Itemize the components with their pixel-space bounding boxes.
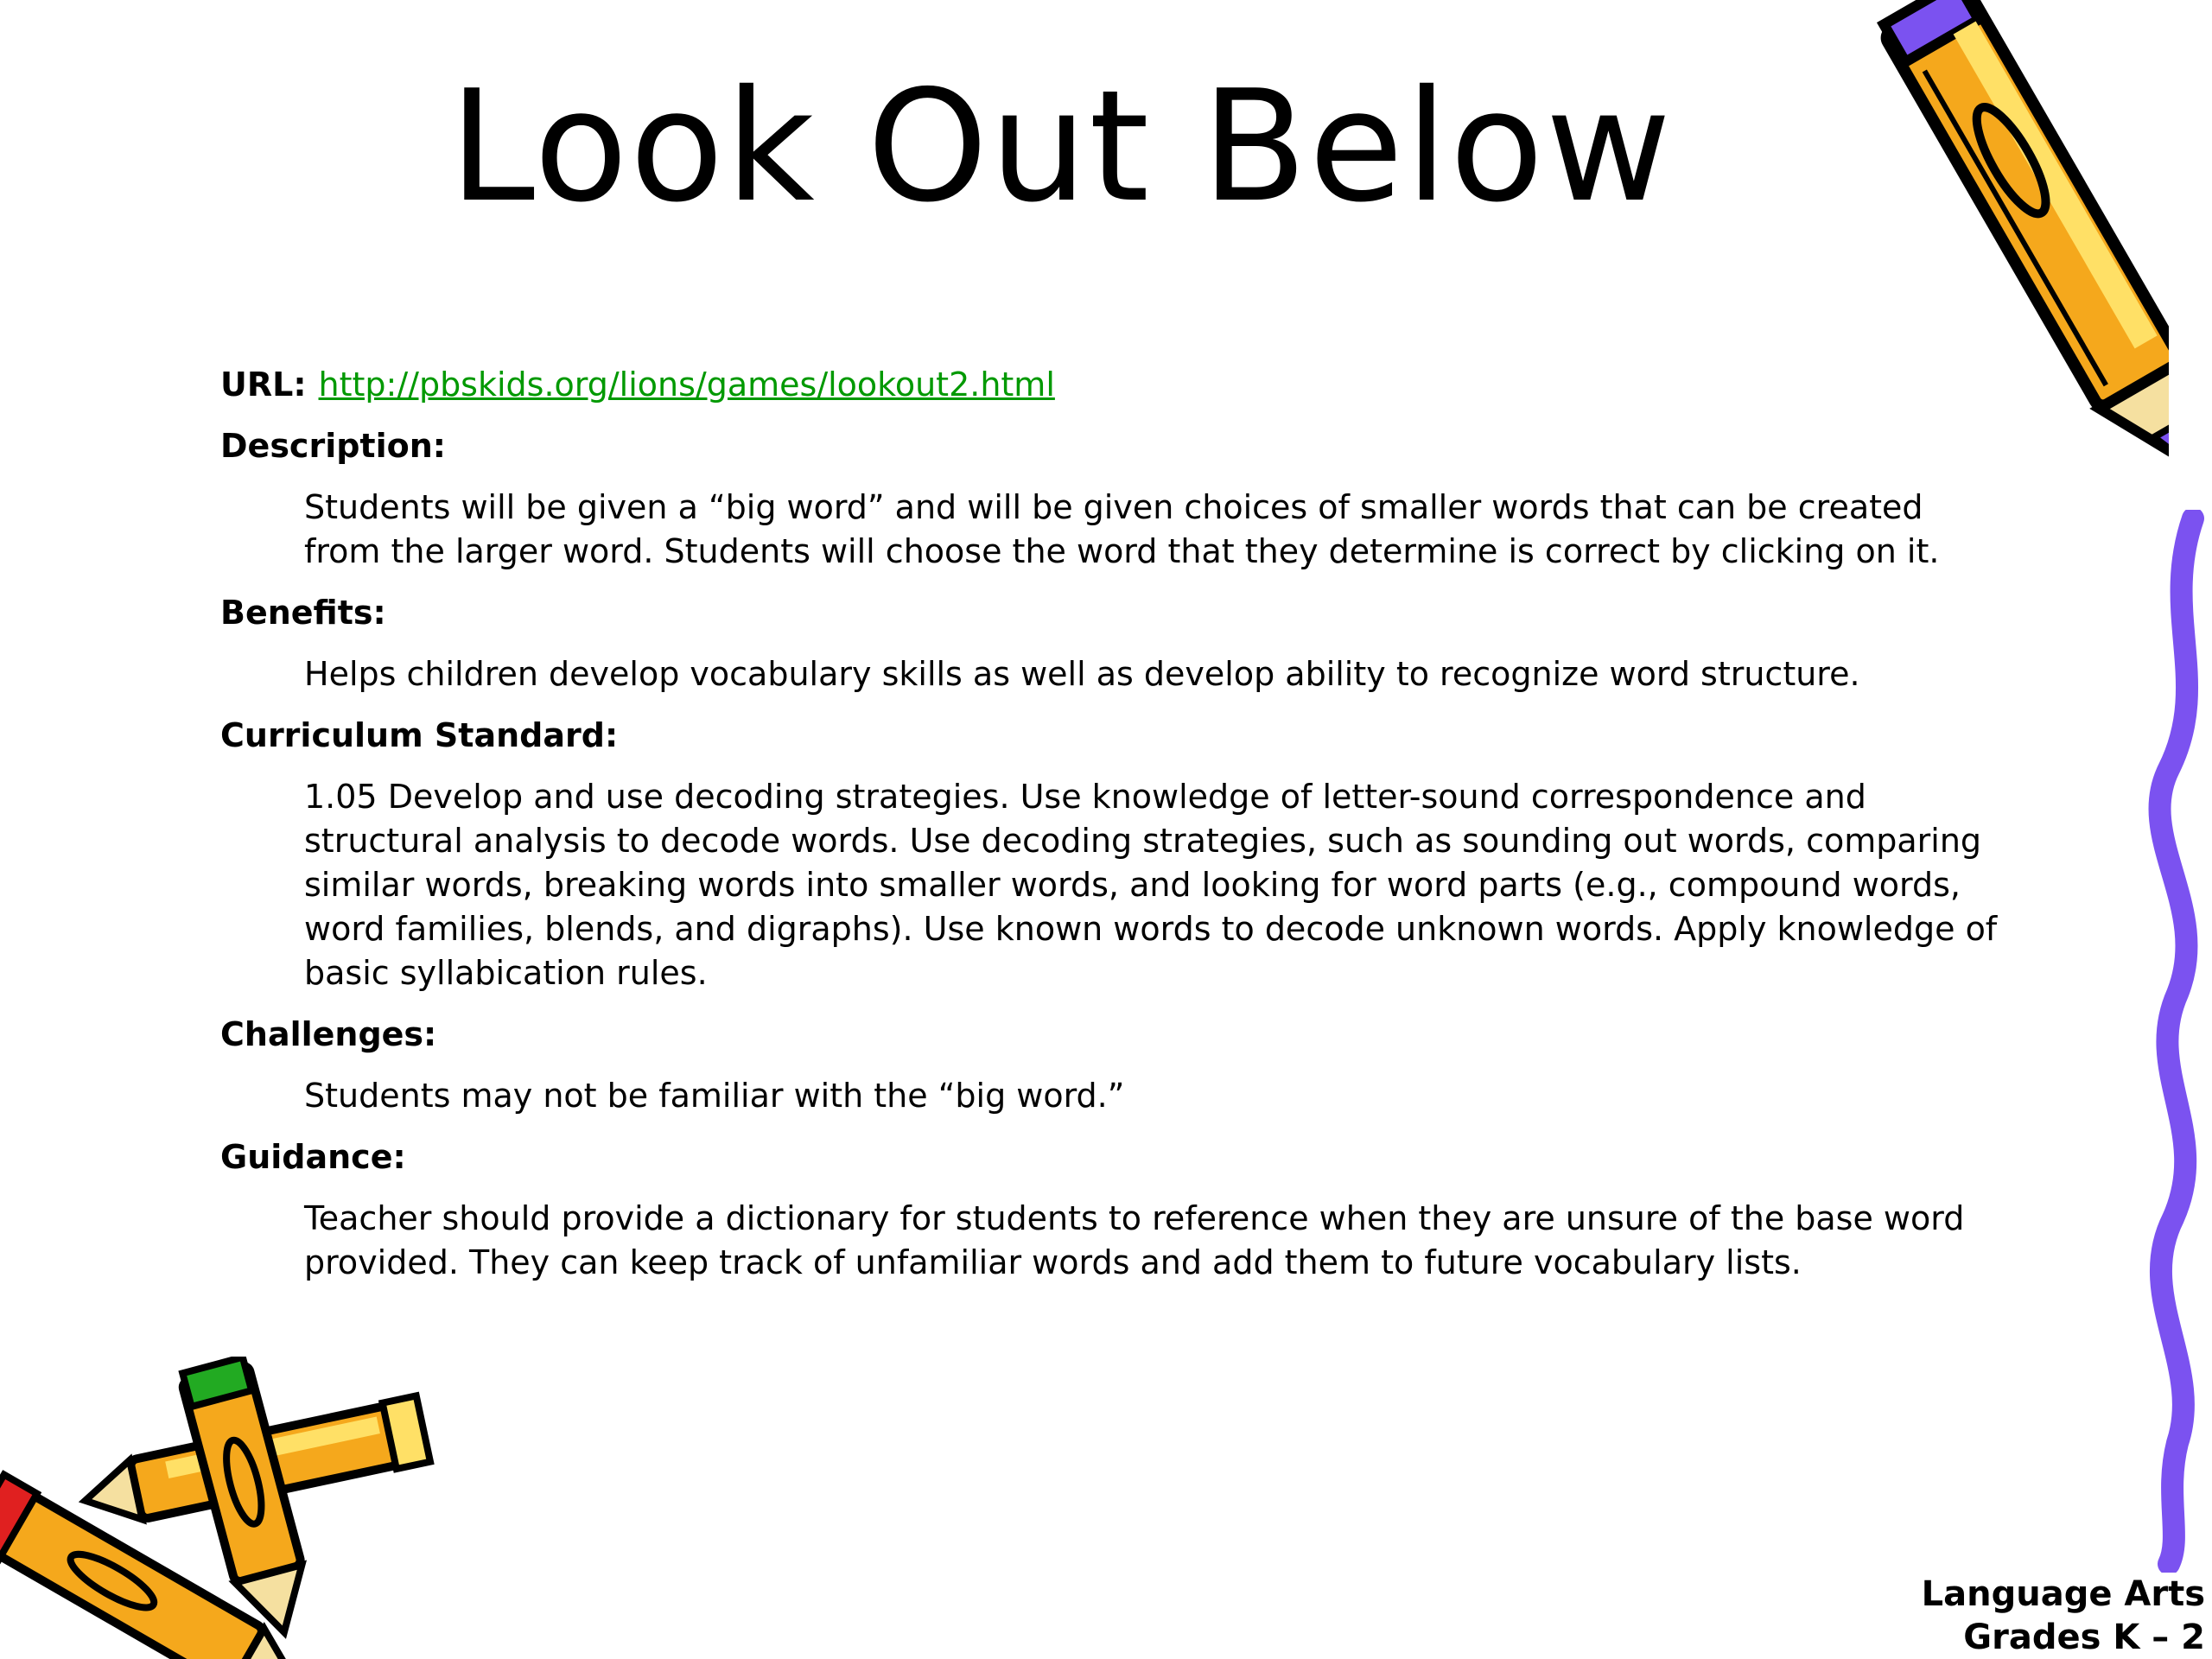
pencil-top-right-icon: [1858, 0, 2169, 536]
footer-subject: Language Arts: [1921, 1574, 2205, 1614]
guidance-text: Teacher should provide a dictionary for students to reference when they are unsure of the base word provided. They can keep track of unfamiliar words and add them to future vocabulary lists.: [304, 1199, 1965, 1281]
challenges-text: Students may not be familiar with the “big word.”: [304, 1077, 1125, 1115]
guidance-label: Guidance:: [220, 1138, 406, 1176]
slide-content: [220, 363, 1998, 1302]
footer-label: [1922, 1573, 2205, 1659]
curriculum-standard-label: Curriculum Standard:: [220, 716, 619, 754]
squiggle-border-icon: [2082, 510, 2212, 1573]
description-text: Students will be given a “big word” and will be given choices of smaller words that can be created from the larger word. Students will choose the word that they determine is correct by clicking on it.: [304, 488, 1940, 570]
crossed-pencils-icon: [0, 1357, 449, 1659]
url-link[interactable]: http://pbskids.org/lions/games/lookout2.html: [318, 365, 1055, 404]
url-row: [220, 363, 1948, 407]
footer-grades: Grades K – 2: [1963, 1618, 2205, 1657]
challenges-label: Challenges:: [220, 1015, 437, 1053]
benefits-text: Helps children develop vocabulary skills as well as develop ability to recognize word structure.: [304, 655, 1860, 693]
slide-title: Look Out Below: [448, 57, 1674, 236]
url-label: URL:: [220, 365, 307, 404]
benefits-label: Benefits:: [220, 594, 386, 632]
curriculum-standard-text: 1.05 Develop and use decoding strategies. Use knowledge of letter-sound correspondence and structural analysis to decode words. Use decoding strategies, such as sounding out words, comparing similar words, breaking words into smaller words, and looking for word parts (e.g., compound words, word families, blends, and digraphs). Use known words to decode unknown words. Apply knowledge of basic syllabication rules.: [304, 778, 1998, 992]
description-label: Description:: [220, 427, 446, 465]
